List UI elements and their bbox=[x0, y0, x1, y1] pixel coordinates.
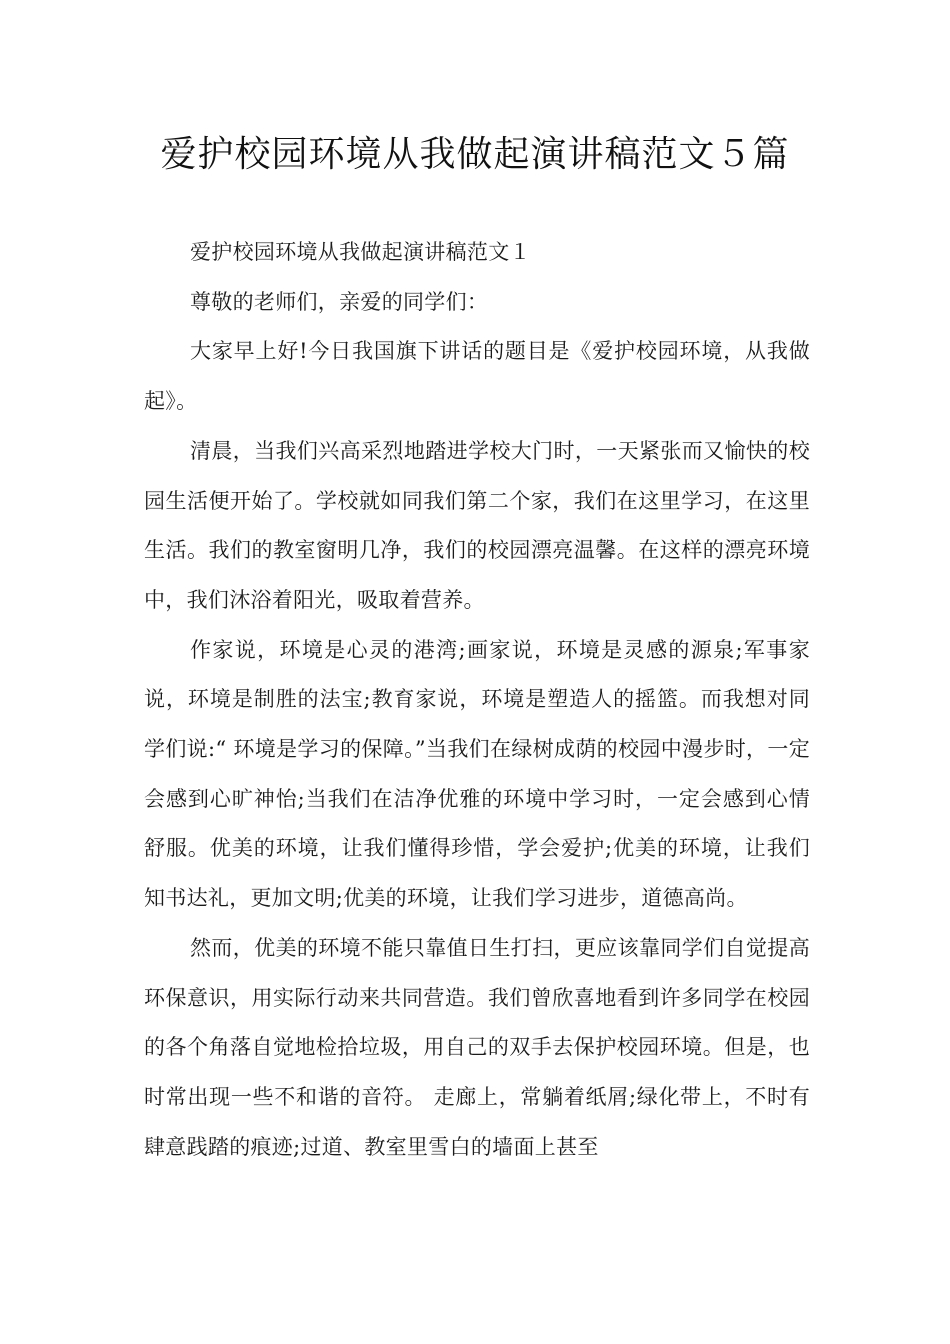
body-paragraph: 作家说，环境是心灵的港湾;画家说，环境是灵感的源泉;军事家说，环境是制胜的法宝;教育家说，环境是塑造人的摇篮。而我想对同学们说:“ 环境是学习的保障。”当我们在绿树成荫的校园中漫步时，一定会感到心旷神怡;当我们在洁净优雅的环境中学习时，一定会感到心情舒服。优美的环境，让我们懂得珍惜，学会爱护;优美的环境，让我们知书达礼，更加文明;优美的环境，让我们学习进步，道德高尚。 bbox=[144, 637, 810, 911]
body-paragraph: 清晨，当我们兴高采烈地踏进学校大门时，一天紧张而又愉快的校园生活便开始了。学校就如同我们第二个家，我们在这里学习，在这里生活。我们的教室窗明几净，我们的校园漂亮温馨。在这样的漂亮环境中，我们沐浴着阳光，吸取着营养。 bbox=[144, 438, 810, 612]
salutation-paragraph: 尊敬的老师们，亲爱的同学们： bbox=[190, 289, 489, 314]
body-paragraph: 然而，优美的环境不能只靠值日生打扫，更应该靠同学们自觉提高环保意识，用实际行动来共同营造。我们曾欣喜地看到许多同学在校园的各个角落自觉地检拾垃圾，用自己的双手去保护校园环境。但是，也时常出现一些不和谐的音符。 走廊上，常躺着纸屑;绿化带上，不时有肆意践踏的痕迹;过道、教室里雪白的墙面上甚至 bbox=[144, 935, 810, 1159]
body-paragraph: 大家早上好!今日我国旗下讲话的题目是《爱护校园环境，从我做起》。 bbox=[144, 339, 810, 414]
document-body bbox=[144, 228, 810, 1172]
document-title: 爱护校园环境从我做起演讲稿范文５篇 bbox=[160, 134, 790, 175]
section-heading: 爱护校园环境从我做起演讲稿范文１ bbox=[190, 240, 531, 264]
